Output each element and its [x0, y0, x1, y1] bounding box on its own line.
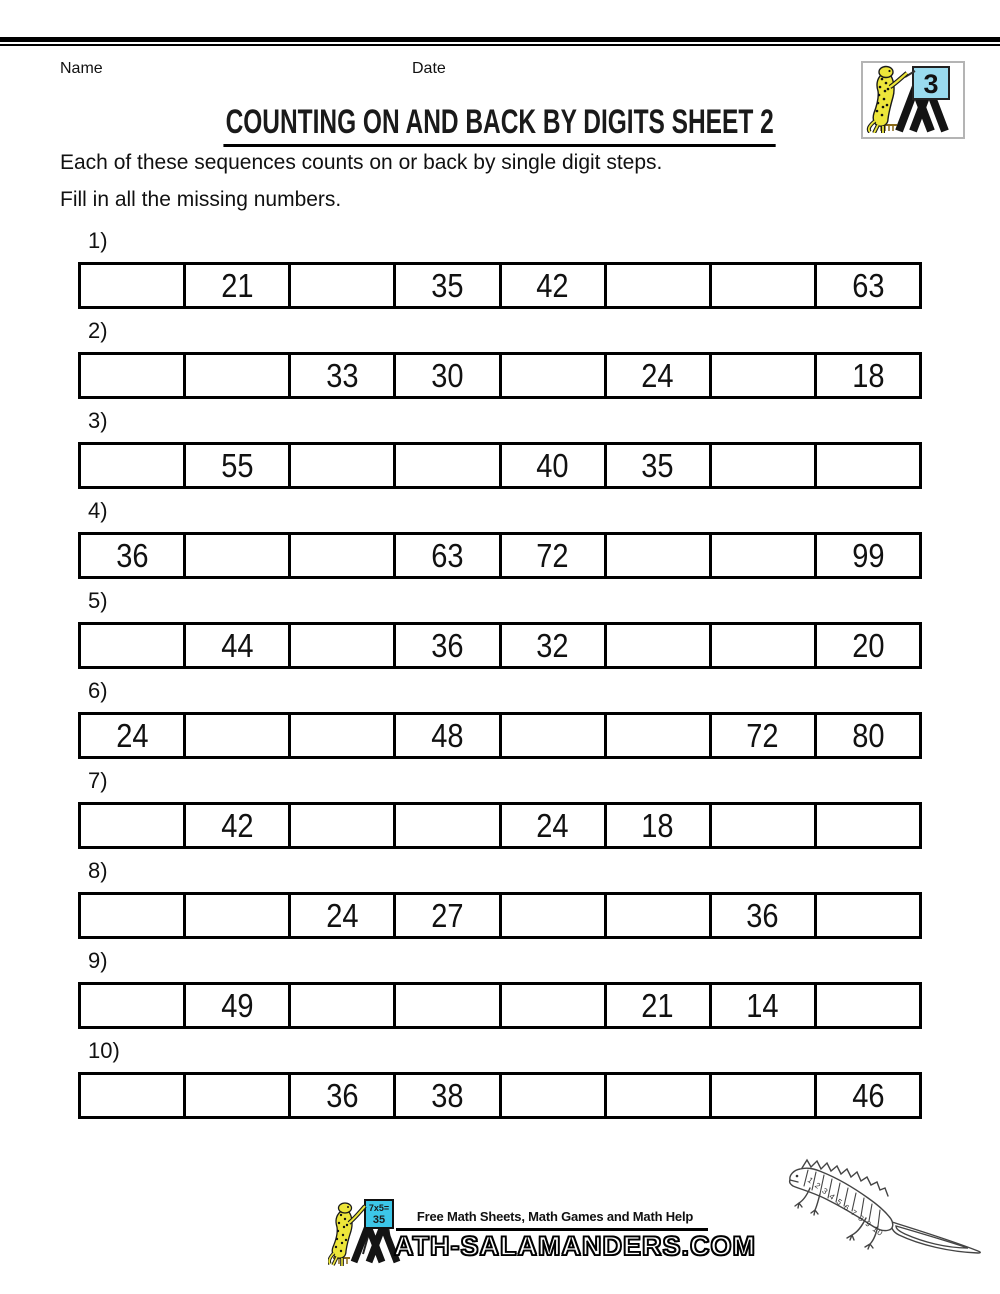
sequence-cell[interactable]: 55 [186, 445, 291, 486]
sequence-cell[interactable]: 36 [291, 1075, 396, 1116]
sequence-cell[interactable]: 27 [396, 895, 501, 936]
name-label: Name [60, 60, 103, 77]
sequence-cell[interactable]: 80 [851, 716, 885, 754]
sequence-cell[interactable]: 32 [502, 625, 607, 666]
sequence-strip [78, 712, 922, 759]
sequence-cell[interactable] [712, 265, 817, 306]
sequence-strip [78, 892, 922, 939]
sequence-cell[interactable] [81, 445, 186, 486]
sequence-cell[interactable]: 63 [851, 266, 885, 304]
sequence-cell[interactable] [502, 895, 607, 936]
sequence-cell[interactable] [712, 445, 817, 486]
board-line-2: 35 [372, 1214, 386, 1226]
sequence-strip [78, 352, 922, 399]
question-number: 3) [88, 408, 108, 433]
sequence-cell[interactable]: 24 [81, 715, 186, 756]
sequence-cell[interactable] [502, 985, 607, 1026]
sequence-cell[interactable]: 49 [186, 985, 291, 1026]
question-group-5 [0, 588, 1000, 678]
sequence-cell[interactable] [291, 985, 396, 1026]
sequence-cell[interactable] [502, 715, 607, 756]
footer-tagline: Free Math Sheets, Math Games and Math Help [416, 1209, 694, 1224]
sequence-strip [78, 982, 922, 1029]
sequence-cell[interactable]: 48 [396, 715, 501, 756]
sequence-cell[interactable] [81, 1075, 186, 1116]
instruction-line-1: Each of these sequences counts on or back by single digit steps. [60, 151, 663, 174]
sequence-cell[interactable]: 40 [502, 445, 607, 486]
sequence-cell[interactable] [607, 625, 712, 666]
question-number: 1) [88, 228, 108, 253]
sequence-cell[interactable] [186, 535, 291, 576]
question-group-7 [0, 768, 1000, 858]
sequence-cell[interactable]: 21 [186, 265, 291, 306]
sequence-cell[interactable] [396, 985, 501, 1026]
page-title: COUNTING ON AND BACK BY DIGITS SHEET 2 [0, 103, 1000, 147]
sequence-cell[interactable]: 72 [502, 535, 607, 576]
sequence-cell[interactable]: 20 [851, 626, 885, 664]
sequence-strip [78, 262, 922, 309]
sequence-cell[interactable] [607, 895, 712, 936]
sequence-cell[interactable]: 35 [607, 445, 712, 486]
sequence-cell[interactable] [81, 355, 186, 396]
sequence-cell[interactable] [291, 805, 396, 846]
sequence-cell[interactable] [186, 715, 291, 756]
question-number: 9) [88, 948, 108, 973]
sequence-cell[interactable] [291, 535, 396, 576]
sequence-cell[interactable] [81, 985, 186, 1026]
top-rule [0, 37, 1000, 46]
sequence-cell[interactable]: 46 [851, 1076, 885, 1114]
sequence-cell[interactable]: 33 [291, 355, 396, 396]
question-group-4 [0, 498, 1000, 588]
sequence-strip [78, 802, 922, 849]
sequence-cell[interactable] [817, 805, 919, 846]
question-group-2 [0, 318, 1000, 408]
sequence-cell[interactable] [712, 1075, 817, 1116]
sequence-cell[interactable]: 21 [607, 985, 712, 1026]
sequence-cell[interactable] [502, 355, 607, 396]
lizard-illustration-icon [782, 1140, 997, 1255]
question-group-10 [0, 1038, 1000, 1128]
sequence-cell[interactable]: 24 [607, 355, 712, 396]
sequence-cell[interactable] [607, 265, 712, 306]
question-group-6 [0, 678, 1000, 768]
sequence-cell[interactable]: 42 [186, 805, 291, 846]
sequence-cell[interactable]: 36 [396, 625, 501, 666]
sequence-cell[interactable]: 42 [502, 265, 607, 306]
sequence-strip [78, 622, 922, 669]
sequence-cell[interactable] [186, 1075, 291, 1116]
sequence-cell[interactable] [712, 625, 817, 666]
sequence-cell[interactable] [607, 1075, 712, 1116]
sequence-cell[interactable] [81, 625, 186, 666]
sequence-cell[interactable] [712, 535, 817, 576]
sequence-strip [78, 442, 922, 489]
question-number: 4) [88, 498, 108, 523]
sequence-strip [78, 1072, 922, 1119]
sequence-cell[interactable] [291, 445, 396, 486]
sequence-cell[interactable] [186, 895, 291, 936]
instruction-line-2: Fill in all the missing numbers. [60, 188, 342, 211]
sequence-cell[interactable]: 35 [396, 265, 501, 306]
sequence-cell[interactable] [817, 445, 919, 486]
grade-badge: 3 [923, 69, 939, 99]
question-group-9 [0, 948, 1000, 1038]
question-group-8 [0, 858, 1000, 948]
sequence-cell[interactable]: 24 [502, 805, 607, 846]
sequence-cell[interactable] [396, 445, 501, 486]
sequence-cell[interactable]: 30 [396, 355, 501, 396]
sequence-cell[interactable] [607, 535, 712, 576]
sequence-cell[interactable] [81, 895, 186, 936]
question-group-3 [0, 408, 1000, 498]
sequence-cell[interactable] [712, 355, 817, 396]
sequence-cell[interactable]: 36 [712, 895, 817, 936]
sequence-cell[interactable] [291, 265, 396, 306]
sequence-cell[interactable]: 14 [712, 985, 817, 1026]
sequence-cell[interactable] [396, 805, 501, 846]
question-number: 10) [88, 1038, 120, 1063]
sequence-cell[interactable]: 24 [291, 895, 396, 936]
lizard-numbers: 1 2 3 4 5 6 7 8 9 10 [805, 1175, 885, 1238]
sequence-cell[interactable] [291, 625, 396, 666]
sequence-cell[interactable]: 72 [712, 715, 817, 756]
sequence-cell[interactable] [81, 265, 186, 306]
question-number: 6) [88, 678, 108, 703]
sequence-cell[interactable] [712, 805, 817, 846]
date-label: Date [412, 60, 446, 77]
sequence-cell[interactable]: 18 [607, 805, 712, 846]
question-number: 5) [88, 588, 108, 613]
sequence-cell[interactable] [817, 895, 919, 936]
sequence-cell[interactable]: 38 [396, 1075, 501, 1116]
sequence-cell[interactable]: 18 [851, 356, 885, 394]
sequence-cell[interactable] [291, 715, 396, 756]
question-group-1 [0, 228, 1000, 318]
sequence-cell[interactable] [817, 985, 919, 1026]
lizard-eye [796, 1175, 799, 1178]
sequence-cell[interactable] [607, 715, 712, 756]
sequence-cell[interactable] [186, 355, 291, 396]
sequence-cell[interactable]: 63 [396, 535, 501, 576]
sequence-cell[interactable] [502, 1075, 607, 1116]
sequence-cell[interactable]: 36 [81, 535, 186, 576]
sequence-cell[interactable] [81, 805, 186, 846]
question-number: 7) [88, 768, 108, 793]
sequence-cell[interactable]: 44 [186, 625, 291, 666]
question-number: 2) [88, 318, 108, 343]
sequence-strip [78, 532, 922, 579]
site-name: ATH-SALAMANDERS.COM [394, 1231, 756, 1261]
board-line-1: 7x5= [368, 1203, 390, 1213]
sequence-cell[interactable]: 99 [851, 536, 885, 574]
question-number: 8) [88, 858, 108, 883]
